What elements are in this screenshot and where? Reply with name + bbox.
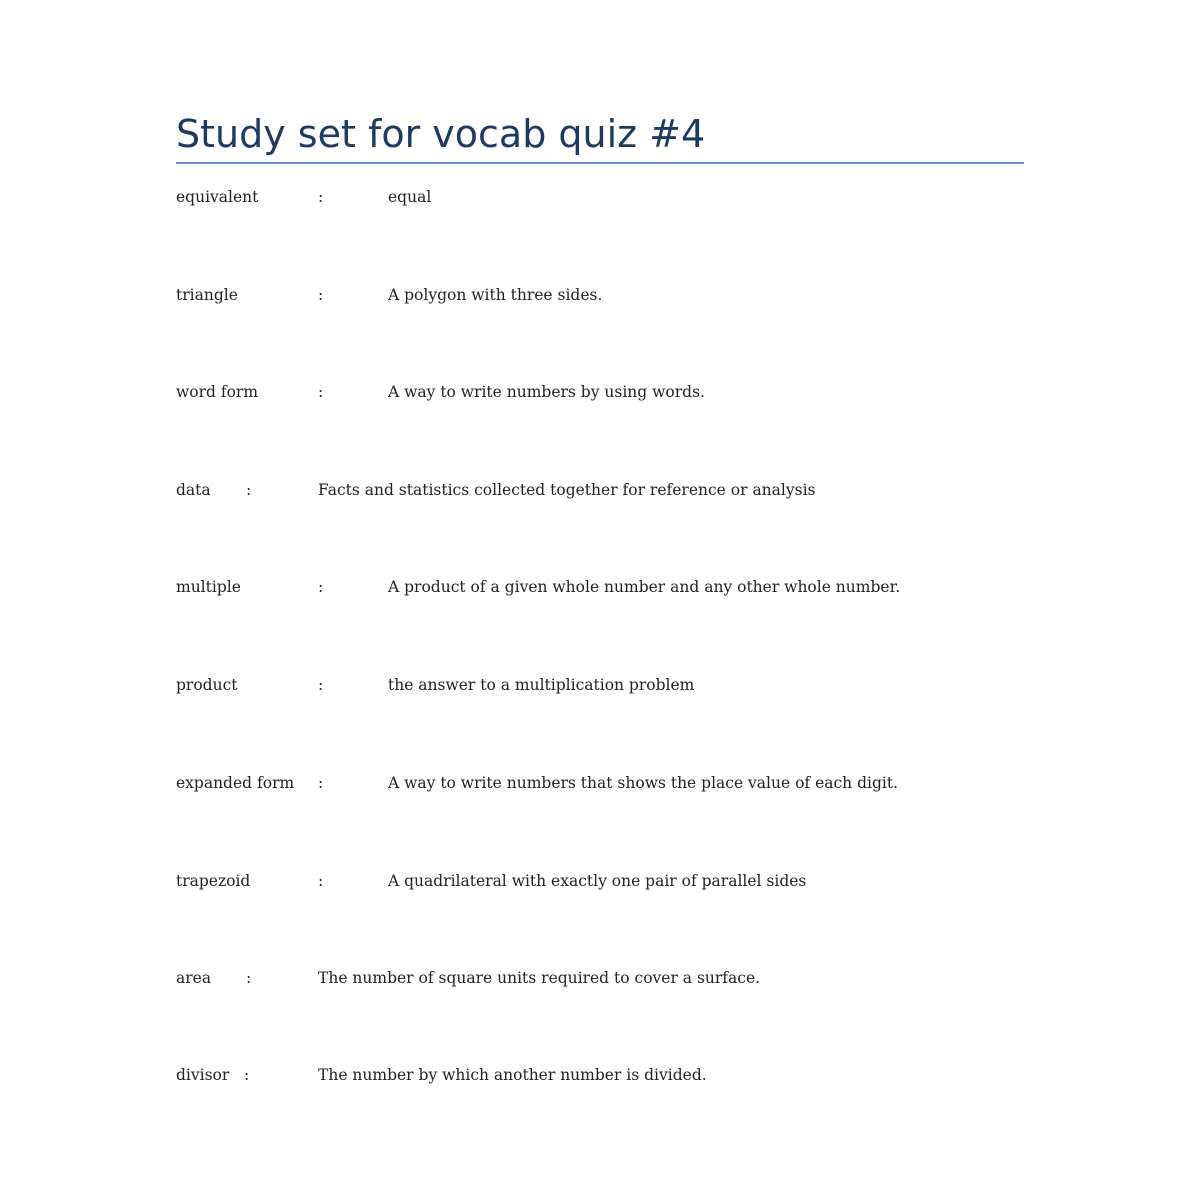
vocab-definition: A polygon with three sides.: [388, 286, 603, 304]
vocab-entry-expanded-form: [176, 771, 1036, 795]
vocab-entry-equivalent: [176, 185, 1036, 209]
vocab-entry-triangle: [176, 283, 1036, 307]
vocab-separator: :: [318, 774, 324, 792]
vocab-definition: A product of a given whole number and any other whole number.: [388, 578, 901, 596]
vocab-definition: equal: [388, 188, 432, 206]
vocab-definition: A way to write numbers that shows the place value of each digit.: [388, 774, 899, 792]
vocab-term: multiple: [176, 578, 241, 596]
vocab-definition: A way to write numbers by using words.: [388, 383, 705, 401]
vocab-term: divisor: [176, 1066, 230, 1084]
vocab-term: expanded form: [176, 774, 295, 792]
vocab-separator: :: [318, 383, 324, 401]
vocab-separator: :: [318, 872, 324, 890]
vocab-term: trapezoid: [176, 872, 251, 890]
vocab-separator: :: [318, 578, 324, 596]
vocab-entry-multiple: [176, 575, 1036, 599]
vocab-term: data: [176, 481, 211, 499]
vocab-definition: A quadrilateral with exactly one pair of parallel sides: [388, 872, 807, 890]
vocab-term: triangle: [176, 286, 238, 304]
page-title: Study set for vocab quiz #4: [176, 112, 706, 156]
vocab-term: product: [176, 676, 238, 694]
vocab-term: word form: [176, 383, 259, 401]
vocab-separator: :: [244, 1066, 250, 1084]
vocab-entry-product: [176, 673, 1036, 697]
vocab-separator: :: [246, 969, 252, 987]
vocab-entry-area: [176, 966, 1036, 990]
vocab-separator: :: [318, 188, 324, 206]
vocab-term: equivalent: [176, 188, 259, 206]
vocab-entry-trapezoid: [176, 869, 1036, 893]
vocab-separator: :: [318, 676, 324, 694]
vocab-definition: The number of square units required to cover a surface.: [318, 969, 761, 987]
title-underline: [176, 162, 1024, 164]
vocab-entry-word-form: [176, 380, 1036, 404]
vocab-definition: The number by which another number is divided.: [318, 1066, 707, 1084]
vocab-definition: the answer to a multiplication problem: [388, 676, 695, 694]
vocab-separator: :: [246, 481, 252, 499]
vocab-definition: Facts and statistics collected together for reference or analysis: [318, 481, 816, 499]
vocab-separator: :: [318, 286, 324, 304]
vocab-entry-data: [176, 478, 1036, 502]
vocab-term: area: [176, 969, 212, 987]
vocab-entry-divisor: [176, 1063, 1036, 1087]
